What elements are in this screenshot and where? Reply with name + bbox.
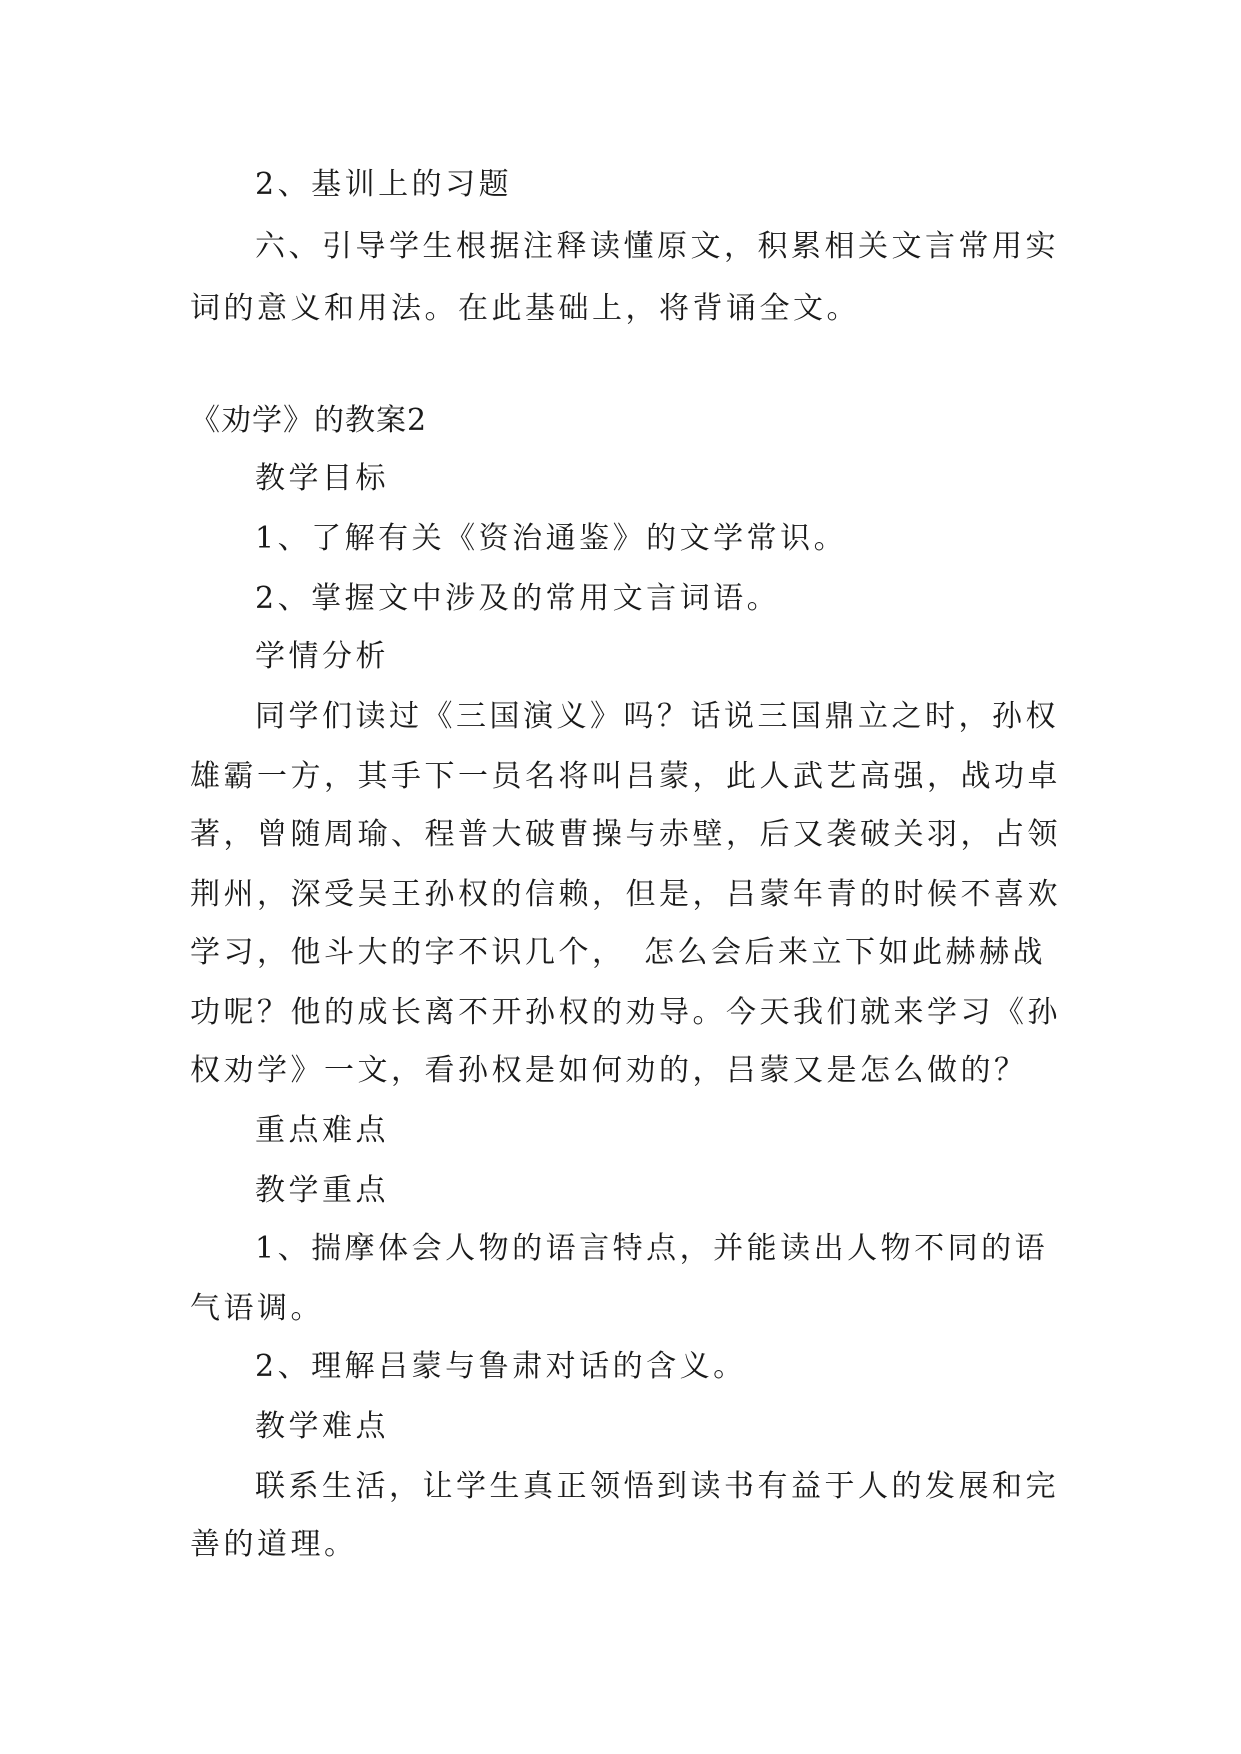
subheading: 教学重点 — [255, 1173, 389, 1208]
text-line: 雄霸一方，其手下一员名将叫吕蒙，此人武艺高强，战功卓 — [190, 759, 1061, 794]
text-line: 2、基训上的习题 — [255, 167, 513, 202]
text-line: 功呢？他的成长离不开孙权的劝导。今天我们就来学习《孙 — [190, 995, 1061, 1030]
text-line: 2、理解吕蒙与鲁肃对话的含义。 — [255, 1349, 747, 1384]
subheading: 重点难点 — [255, 1113, 389, 1148]
subheading: 教学目标 — [255, 461, 389, 496]
text-line: 词的意义和用法。在此基础上，将背诵全文。 — [190, 291, 860, 326]
text-line: 学习，他斗大的字不识几个， 怎么会后来立下如此赫赫战 — [190, 935, 1046, 970]
text-line: 著，曾随周瑜、程普大破曹操与赤壁，后又袭破关羽，占领 — [190, 817, 1061, 852]
text-line: 气语调。 — [190, 1291, 324, 1326]
subheading: 学情分析 — [255, 639, 389, 674]
subheading: 教学难点 — [255, 1409, 389, 1444]
text-line: 1、了解有关《资治通鉴》的文学常识。 — [255, 521, 848, 556]
text-line: 联系生活，让学生真正领悟到读书有益于人的发展和完 — [255, 1469, 1059, 1504]
section-heading: 《劝学》的教案2 — [190, 403, 428, 438]
text-line: 六、引导学生根据注释读懂原文，积累相关文言常用实 — [255, 229, 1059, 264]
text-line: 荆州，深受吴王孙权的信赖，但是，吕蒙年青的时候不喜欢 — [190, 877, 1061, 912]
text-line: 1、揣摩体会人物的语言特点，并能读出人物不同的语 — [255, 1231, 1049, 1266]
text-line: 2、掌握文中涉及的常用文言词语。 — [255, 581, 781, 616]
text-line: 权劝学》一文，看孙权是如何劝的，吕蒙又是怎么做的？ — [190, 1053, 1028, 1088]
text-line: 善的道理。 — [190, 1527, 358, 1562]
text-line: 同学们读过《三国演义》吗？话说三国鼎立之时，孙权 — [255, 699, 1059, 734]
